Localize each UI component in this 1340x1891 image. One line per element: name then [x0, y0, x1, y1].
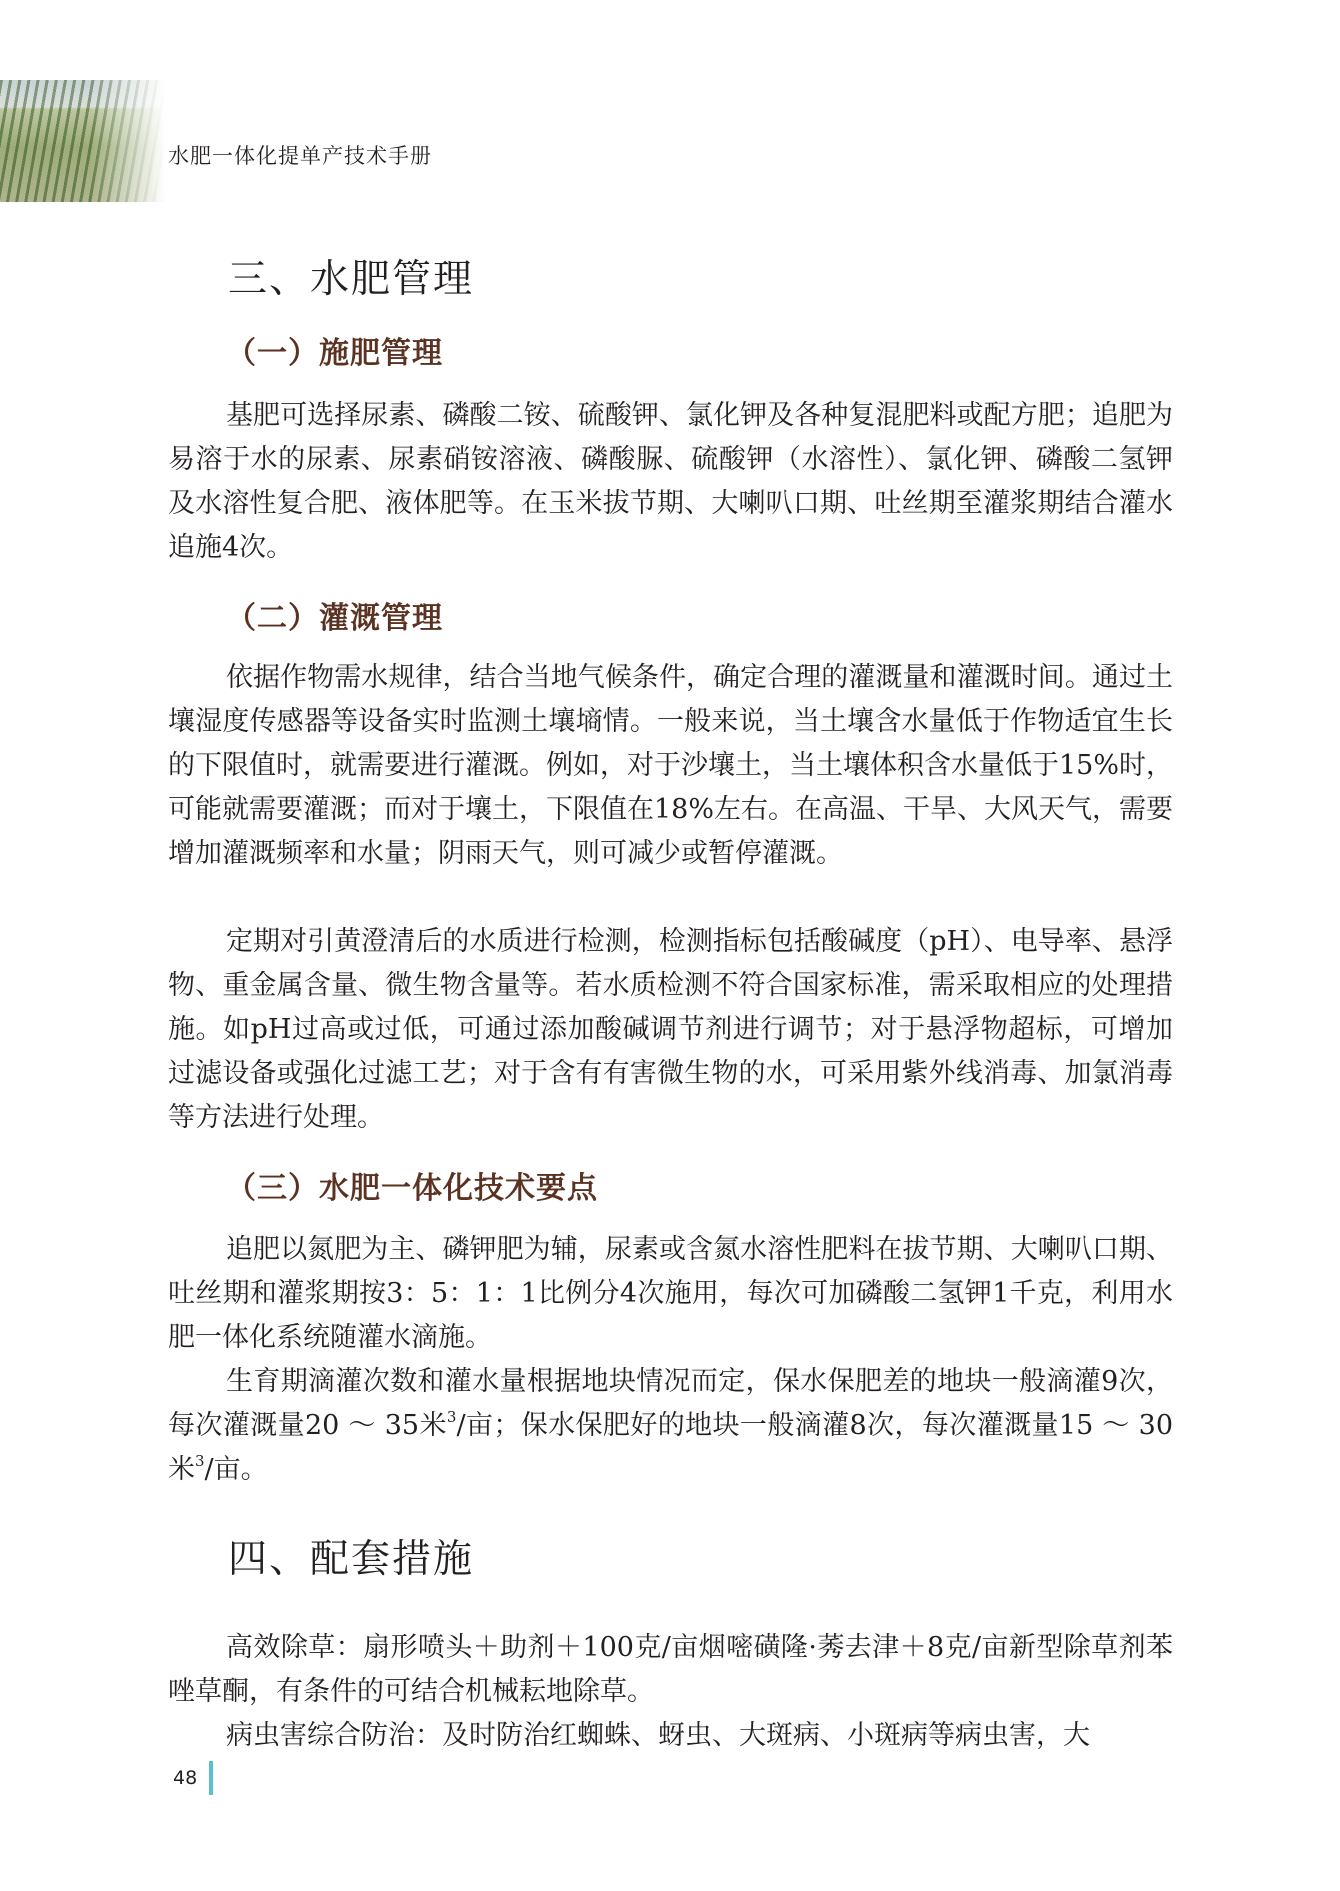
- paragraph-irrigation-2: 定期对引黄澄清后的水质进行检测，检测指标包括酸碱度（pH）、电导率、悬浮物、重金属含量、微生物含量等。若水质检测不符合国家标准，需采取相应的处理措施。如pH过高或过低，可通过添加酸碱调节剂进行调节；对于悬浮物超标，可增加过滤设备或强化过滤工艺；对于含有有害微生物的水，可采用紫外线消毒、加氯消毒等方法进行处理。: [168, 926, 1173, 1133]
- subsection-heading-irrigation: （二）灌溉管理: [226, 601, 443, 636]
- paragraph-pest-control: 病虫害综合防治：及时防治红蜘蛛、蚜虫、大斑病、小斑病等病虫害，大: [226, 1720, 1090, 1751]
- integration-2-text-c: /亩。: [204, 1454, 268, 1485]
- superscript-3: 3: [446, 1408, 457, 1426]
- superscript-3: 3: [195, 1452, 205, 1470]
- subsection-heading-integration: （三）水肥一体化技术要点: [226, 1171, 598, 1206]
- section-heading-4: 四、配套措施: [228, 1537, 475, 1582]
- section-heading-3: 三、水肥管理: [228, 257, 475, 302]
- paragraph-weeding: 高效除草：扇形喷头＋助剂＋100克/亩烟嘧磺隆·莠去津＋8克/亩新型除草剂苯唑草酮，有条件的可结合机械耘地除草。: [168, 1632, 1173, 1707]
- subsection-heading-fertilization: （一）施肥管理: [226, 336, 443, 371]
- page-number: 48: [173, 1767, 198, 1789]
- paragraph-irrigation-1: 依据作物需水规律，结合当地气候条件，确定合理的灌溉量和灌溉时间。通过土壤湿度传感器等设备实时监测土壤墒情。一般来说，当土壤含水量低于作物适宜生长的下限值时，就需要进行灌溉。例如，对于沙壤土，当土壤体积含水量低于15%时，可能就需要灌溉；而对于壤土，下限值在18%左右。在高温、干旱、大风天气，需要增加灌溉频率和水量；阴雨天气，则可减少或暂停灌溉。: [168, 662, 1174, 869]
- integration-2-text-a: 生育期滴灌次数和灌水量根据地块情况而定，保水保肥差的地块一般滴灌9次，每次灌溉量20 ～ 35米: [168, 1366, 1173, 1441]
- paragraph-integration-2: [168, 1360, 1173, 1492]
- paragraph-fertilization: 基肥可选择尿素、磷酸二铵、硫酸钾、氯化钾及各种复混肥料或配方肥；追肥为易溶于水的尿素、尿素硝铵溶液、磷酸脲、硫酸钾（水溶性）、氯化钾、磷酸二氢钾及水溶性复合肥、液体肥等。在玉米拔节期、大喇叭口期、吐丝期至灌浆期结合灌水追施4次。: [168, 400, 1173, 563]
- running-title: 水肥一体化提单产技术手册: [168, 144, 432, 168]
- integration-2-text-b: /亩；保水保肥好的地块一般滴灌8次，每次灌溉量15 ～ 30米: [168, 1410, 1173, 1485]
- page-number-bar: [209, 1761, 213, 1795]
- header-field-photo: [0, 80, 165, 202]
- paragraph-integration-1: 追肥以氮肥为主、磷钾肥为辅，尿素或含氮水溶性肥料在拔节期、大喇叭口期、吐丝期和灌浆期按3：5：1：1比例分4次施用，每次可加磷酸二氢钾1千克，利用水肥一体化系统随灌水滴施。: [168, 1234, 1173, 1353]
